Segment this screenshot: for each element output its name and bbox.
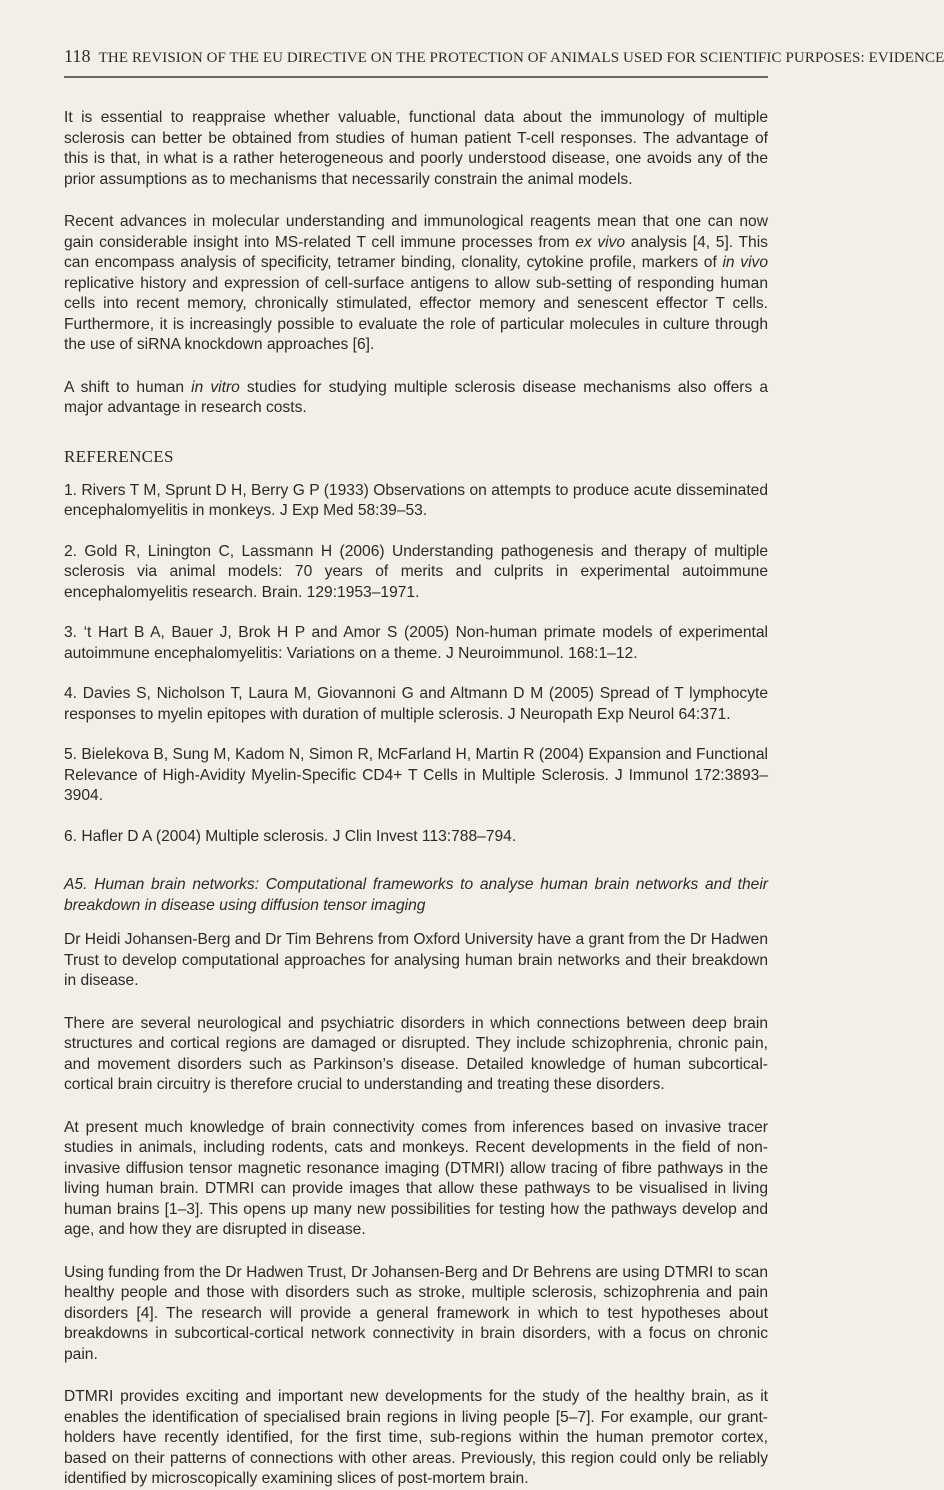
section-a5-paragraph: DTMRI provides exciting and important new developments for the study of the healthy brain, as it enables the identification of specialised brain regions in living people [5–7]. For example, our grant-holders have recently identified, for the first time, sub-regions within the human premotor cortex, based on their patterns of connections with other areas. Previously, this region could only be reliably identified by microscopically examining slices of post-mortem brain. (64, 1388, 768, 1487)
section-a5-title: A5. Human brain networks: Computational frameworks to analyse human brain networks and their breakdown in disease using diffusion tensor imaging (64, 876, 768, 914)
section-a5-paragraph: At present much knowledge of brain connectivity comes from inferences based on invasive tracer studies in animals, including rodents, cats and monkeys. Recent developments in the field of non-invasive diffusion tensor magnetic resonance imaging (DTMRI) allow tracing of fibre pathways in the living human brain. DTMRI can provide images that allow these pathways to be visualised in living human brains [1–3]. This opens up many new possibilities for testing how the pathways develop and age, and how they are disrupted in disease. (64, 1118, 768, 1238)
intro-paragraph-2: Recent advances in molecular understanding and immunological reagents mean that one can now gain considerable insight into MS-related T cell immune processes from ex vivo analysis [4, 5]. This can encompass analysis of specificity, tetramer binding, clonality, cytokine profile, markers of in vivo replicative history and expression of cell-surface antigens to allow sub-setting of responding human cells into recent memory, chronically stimulated, effector memory and senescent effector T cells. Furthermore, it is increasingly possible to evaluate the role of particular molecules in culture through the use of siRNA knockdown approaches [6]. (64, 213, 768, 353)
intro-paragraph-1: It is essential to reappraise whether valuable, functional data about the immunology of multiple sclerosis can better be obtained from studies of human patient T-cell responses. The advantage of this is that, in what is a rather heterogeneous and poorly understood disease, one avoids any of the prior assumptions as to mechanisms that necessarily constrain the animal models. (64, 109, 768, 188)
reference-list (64, 481, 768, 848)
references-heading: REFERENCES (64, 446, 174, 466)
body-text (64, 108, 768, 1490)
header-rule (64, 76, 768, 78)
section-a5-paragraph: Dr Heidi Johansen-Berg and Dr Tim Behrens from Oxford University have a grant from the Dr Hadwen Trust to develop computational approaches for analysing human brain networks and their breakdown in disease. (64, 931, 768, 989)
reference-item: 4. Davies S, Nicholson T, Laura M, Giovannoni G and Altmann D M (2005) Spread of T lymphocyte responses to myelin epitopes with duration of multiple sclerosis. J Neuropath Exp Neurol 64:371. (64, 685, 768, 723)
reference-item: 1. Rivers T M, Sprunt D H, Berry G P (1933) Observations on attempts to produce acute disseminated encephalomyelitis in monkeys. J Exp Med 58:39–53. (64, 481, 768, 519)
section-a5-paragraph: Using funding from the Dr Hadwen Trust, Dr Johansen-Berg and Dr Behrens are using DTMRI to scan healthy people and those with disorders such as stroke, multiple sclerosis, schizophrenia and pain disorders [4]. The research will provide a general framework in which to test hypotheses about breakdowns in subcortical-cortical network connectivity in brain disorders, with a focus on chronic pain. (64, 1263, 768, 1363)
page-number: 118 (64, 46, 91, 66)
reference-item: 6. Hafler D A (2004) Multiple sclerosis. J Clin Invest 113:788–794. (64, 827, 517, 845)
header-title: THE REVISION OF THE EU DIRECTIVE ON THE PROTECTION OF ANIMALS USED FOR SCIENTIFIC PURPOSES: EVIDENCE (98, 50, 944, 66)
reference-item: 3. ‘t Hart B A, Bauer J, Brok H P and Amor S (2005) Non-human primate models of experimental autoimmune encephalomyelitis: Variations on a theme. J Neuroimmunol. 168:1–12. (64, 624, 768, 662)
running-header (64, 46, 944, 67)
reference-item: 5. Bielekova B, Sung M, Kadom N, Simon R, McFarland H, Martin R (2004) Expansion and Functional Relevance of High-Avidity Myelin-Specific CD4+ T Cells in Multiple Sclerosis. J Immunol 172:3893–3904. (64, 746, 768, 804)
intro-paragraph-3: A shift to human in vitro studies for studying multiple sclerosis disease mechanisms also offers a major advantage in research costs. (64, 378, 769, 416)
reference-item: 2. Gold R, Linington C, Lassmann H (2006) Understanding pathogenesis and therapy of multiple sclerosis via animal models: 70 years of merits and culprits in experimental autoimmune encephalomyelitis research. Brain. 129:1953–1971. (64, 542, 768, 601)
section-a5-paragraph: There are several neurological and psychiatric disorders in which connections between deep brain structures and cortical regions are damaged or disrupted. They include schizophrenia, chronic pain, and movement disorders such as Parkinson’s disease. Detailed knowledge of human subcortical-cortical brain circuitry is therefore crucial to understanding and treating these disorders. (64, 1014, 768, 1093)
